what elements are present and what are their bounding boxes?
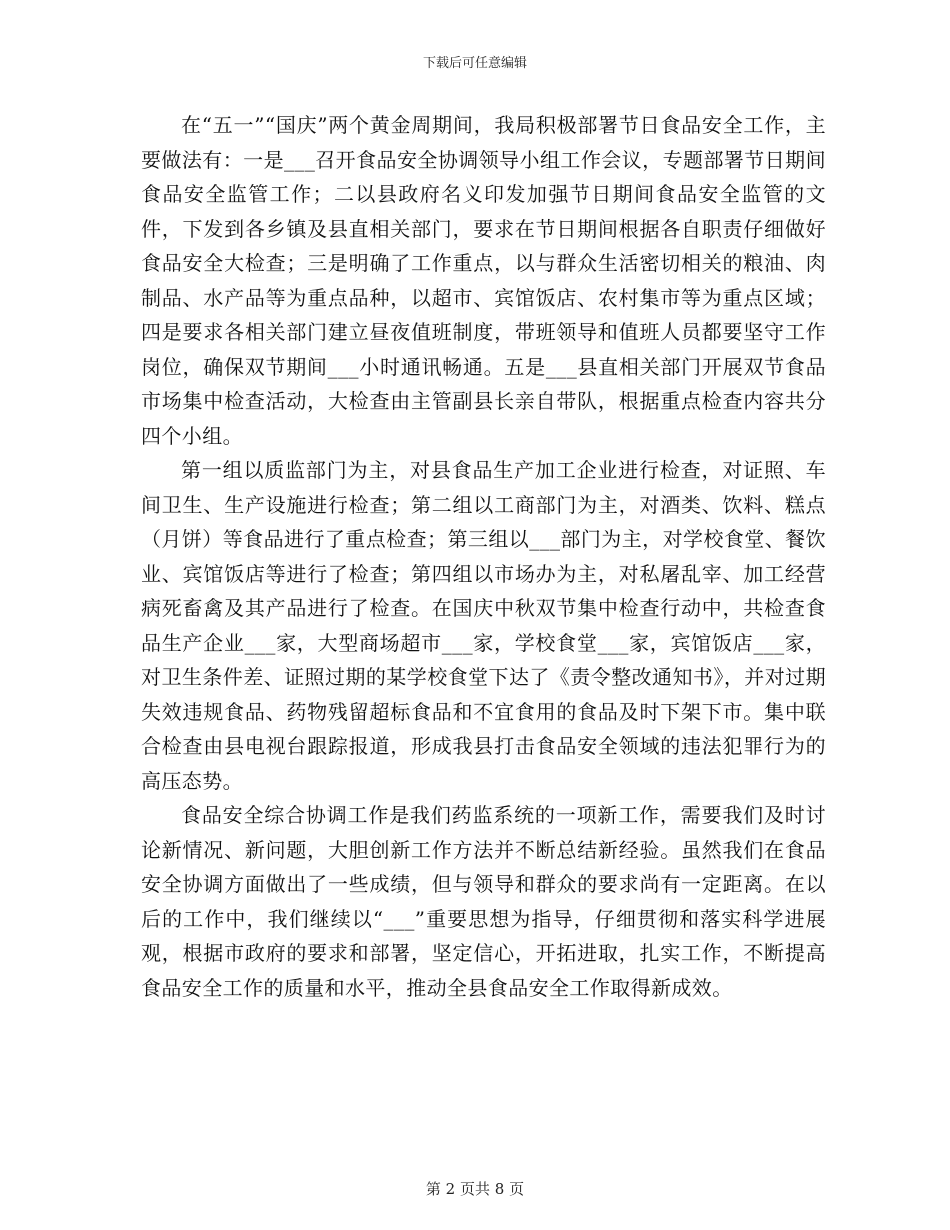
document-body [141, 108, 826, 1005]
paragraph-inspection-groups: 第一组以质监部门为主，对县食品生产加工企业进行检查，对证照、车间卫生、生产设施进行检查；第二组以工商部门为主，对酒类、饮料、糕点（月饼）等食品进行了重点检查；第三组以___部门为主，对学校食堂、餐饮业、宾馆饭店等进行了检查；第四组以市场办为主，对私屠乱宰、加工经营病死畜禽及其产品进行了检查。在国庆中秋双节集中检查行动中，共检查食品生产企业___家，大型商场超市___家，学校食堂___家，宾馆饭店___家，对卫生条件差、证照过期的某学校食堂下达了《责令整改通知书》，并对过期失效违规食品、药物残留超标食品和不宜食用的食品及时下架下市。集中联合检查由县电视台跟踪报道，形成我县打击食品安全领域的违法犯罪行为的高压态势。 [141, 458, 826, 793]
page-number: 第 2 页共 8 页 [425, 1180, 525, 1198]
paragraph-holiday-work: 在“五一”“国庆”两个黄金周期间，我局积极部署节日食品安全工作，主要做法有：一是___召开食品安全协调领导小组工作会议，专题部署节日期间食品安全监管工作；二以县政府名义印发加强节日期间食品安全监管的文件，下发到各乡镇及县直相关部门，要求在节日期间根据各自职责仔细做好食品安全大检查；三是明确了工作重点，以与群众生活密切相关的粮油、肉制品、水产品等为重点品种，以超市、宾馆饭店、农村集市等为重点区域；四是要求各相关部门建立昼夜值班制度，带班领导和值班人员都要坚守工作岗位，确保双节期间___小时通讯畅通。五是___县直相关部门开展双节食品市场集中检查活动，大检查由主管副县长亲自带队，根据重点检查内容共分四个小组。 [141, 113, 826, 448]
paragraph-summary: 食品安全综合协调工作是我们药监系统的一项新工作，需要我们及时讨论新情况、新问题，大胆创新工作方法并不断总结新经验。虽然我们在食品安全协调方面做出了一些成绩，但与领导和群众的要求尚有一定距离。在以后的工作中，我们继续以“___”重要思想为指导，仔细贯彻和落实科学进展观，根据市政府的要求和部署，坚定信心，开拓进取，扎实工作，不断提高食品安全工作的质量和水平，推动全县食品安全工作取得新成效。 [141, 803, 826, 1000]
page-header-note: 下载后可任意编辑 [422, 56, 527, 71]
